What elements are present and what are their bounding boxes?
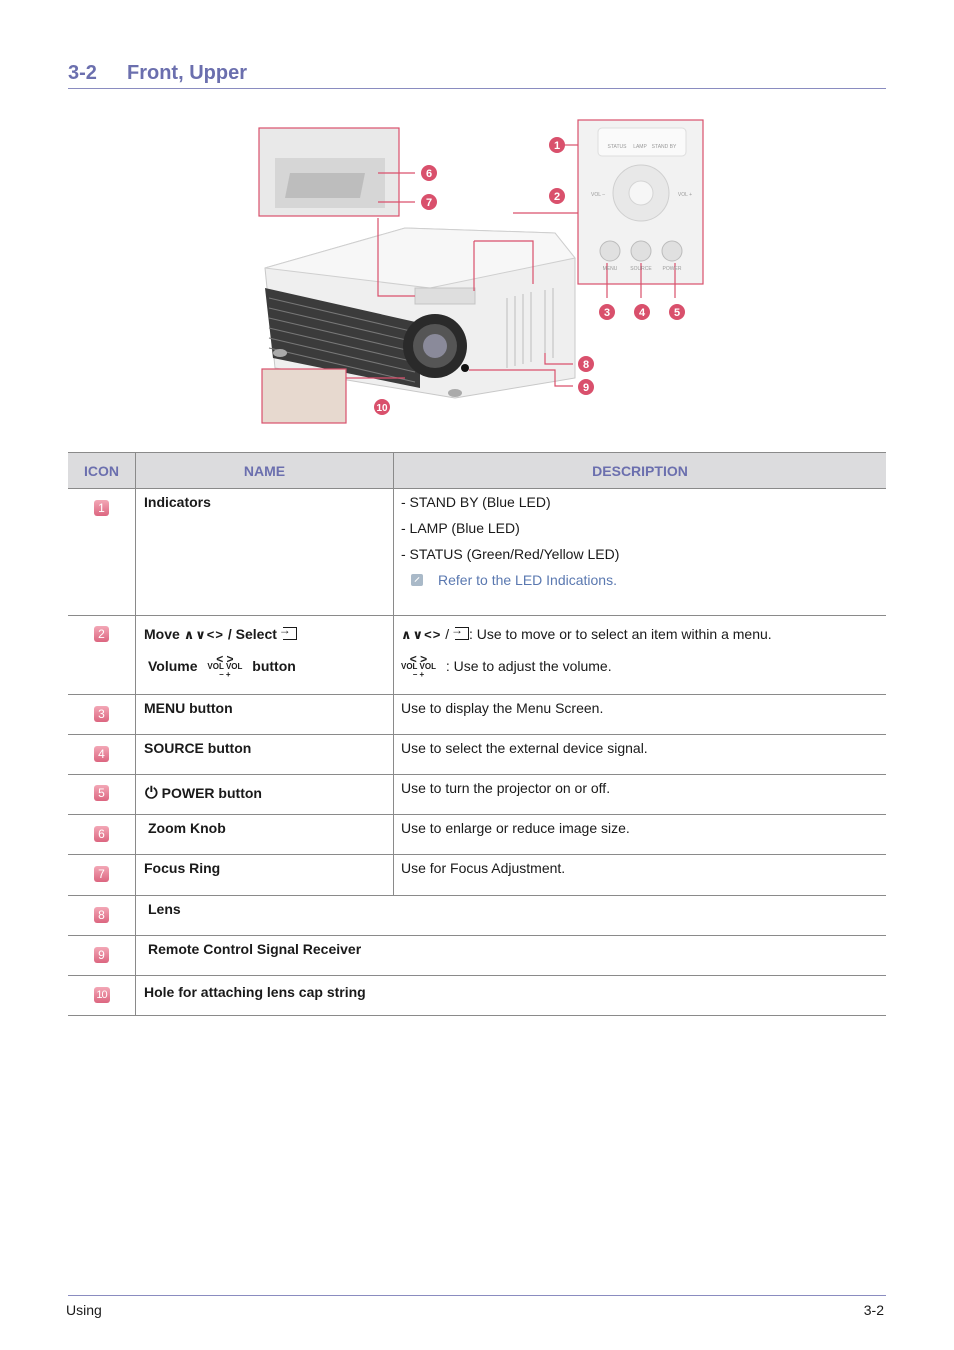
item-name: MENU button bbox=[144, 700, 233, 716]
panel-label-vol-plus: VOL + bbox=[677, 192, 693, 198]
table-row bbox=[68, 936, 886, 976]
item-desc: Use to select the external device signal. bbox=[401, 740, 648, 756]
note bbox=[401, 572, 886, 588]
number-badge: 6 bbox=[94, 826, 109, 842]
item-name bbox=[136, 616, 393, 643]
panel-label-vol-minus: VOL – bbox=[591, 192, 605, 198]
projector-diagram bbox=[255, 118, 715, 430]
item-name: Remote Control Signal Receiver bbox=[148, 941, 362, 957]
col-header-name: NAME bbox=[136, 453, 394, 489]
number-badge: 7 bbox=[94, 866, 109, 882]
item-desc-line: : Use to move or to select an item within a menu. bbox=[468, 626, 772, 642]
item-desc-line: : Use to adjust the volume. bbox=[445, 658, 612, 674]
table-row bbox=[68, 815, 886, 855]
table-row bbox=[68, 695, 886, 735]
table-row bbox=[68, 775, 886, 815]
item-name: SOURCE button bbox=[144, 740, 252, 756]
item-desc bbox=[394, 643, 886, 679]
item-name: Hole for attaching lens cap string bbox=[144, 984, 366, 1000]
number-badge: 3 bbox=[94, 706, 109, 722]
number-badge: 5 bbox=[94, 785, 109, 801]
item-desc: Use to display the Menu Screen. bbox=[401, 700, 604, 716]
item-desc: Use to enlarge or reduce image size. bbox=[401, 820, 630, 836]
callout-5: 5 bbox=[673, 307, 681, 319]
panel-label-standby: STAND BY bbox=[651, 144, 677, 150]
item-desc-line: - STATUS (Green/Red/Yellow LED) bbox=[401, 546, 620, 562]
table-row bbox=[68, 616, 886, 695]
number-badge: 10 bbox=[94, 987, 110, 1003]
col-header-description: DESCRIPTION bbox=[394, 453, 887, 489]
volume-icon: < > VOL VOL – + bbox=[401, 652, 436, 679]
component-table bbox=[68, 452, 886, 1016]
move-label: Move bbox=[144, 626, 180, 642]
item-desc: Use to turn the projector on or off. bbox=[401, 780, 611, 796]
panel-label-menu: MENU bbox=[602, 266, 618, 272]
number-badge: 4 bbox=[94, 746, 109, 762]
section-title: Front, Upper bbox=[127, 62, 247, 84]
enter-icon bbox=[283, 627, 297, 640]
table-row bbox=[68, 855, 886, 896]
zoom-focus-inset bbox=[259, 128, 399, 216]
panel-label-source: SOURCE bbox=[630, 266, 652, 272]
item-desc-line: - LAMP (Blue LED) bbox=[401, 520, 520, 536]
arrow-keys-icon: ∧∨<> bbox=[401, 627, 442, 642]
volume-label: Volume bbox=[148, 658, 198, 674]
section-number: 3-2 bbox=[68, 62, 97, 84]
select-label: / Select bbox=[227, 626, 277, 642]
footer-page-number: 3-2 bbox=[863, 1302, 884, 1318]
callout-8: 8 bbox=[582, 359, 590, 371]
item-name: ⏻ POWER button bbox=[145, 785, 262, 802]
power-icon: ⏻ bbox=[145, 785, 158, 802]
col-header-icon: ICON bbox=[68, 453, 136, 489]
arrow-keys-icon: ∧∨<> bbox=[183, 627, 224, 642]
table-row bbox=[68, 896, 886, 936]
note-icon bbox=[411, 574, 423, 586]
section-header bbox=[68, 62, 886, 89]
table-row bbox=[68, 735, 886, 775]
panel-label-power: POWER bbox=[662, 266, 682, 272]
callout-2: 2 bbox=[553, 191, 561, 203]
callout-6: 6 bbox=[425, 168, 433, 180]
footer-chapter: Using bbox=[66, 1302, 102, 1318]
item-name: Focus Ring bbox=[144, 860, 221, 876]
item-desc-line: - STAND BY (Blue LED) bbox=[401, 494, 551, 510]
item-name: Indicators bbox=[144, 494, 211, 510]
item-desc bbox=[394, 616, 886, 643]
number-badge: 1 bbox=[94, 500, 109, 516]
item-desc: Use for Focus Adjustment. bbox=[401, 860, 566, 876]
table-header-row bbox=[68, 453, 886, 489]
volume-name bbox=[136, 643, 393, 679]
desc-separator: / bbox=[445, 626, 450, 642]
table-row bbox=[68, 976, 886, 1016]
item-name: Zoom Knob bbox=[148, 820, 226, 836]
panel-label-status: STATUS bbox=[607, 144, 627, 150]
callout-9: 9 bbox=[582, 382, 590, 394]
callout-4: 4 bbox=[638, 307, 646, 319]
volume-icon: < > VOL VOL – + bbox=[207, 652, 243, 679]
button-label: button bbox=[252, 658, 296, 674]
callout-10: 10 bbox=[376, 403, 388, 414]
table-row bbox=[68, 489, 886, 616]
lens-cap-inset bbox=[262, 369, 346, 423]
panel-label-lamp: LAMP bbox=[633, 144, 647, 150]
enter-icon bbox=[455, 627, 469, 640]
callout-3: 3 bbox=[603, 307, 611, 319]
number-badge: 8 bbox=[94, 907, 109, 923]
callout-7: 7 bbox=[425, 197, 433, 209]
number-badge: 9 bbox=[94, 947, 109, 963]
item-name: Lens bbox=[148, 901, 181, 917]
note-link[interactable]: Refer to the LED Indications. bbox=[438, 572, 617, 588]
number-badge: 2 bbox=[94, 626, 109, 642]
callout-1: 1 bbox=[553, 140, 561, 152]
page-footer bbox=[66, 1295, 886, 1318]
